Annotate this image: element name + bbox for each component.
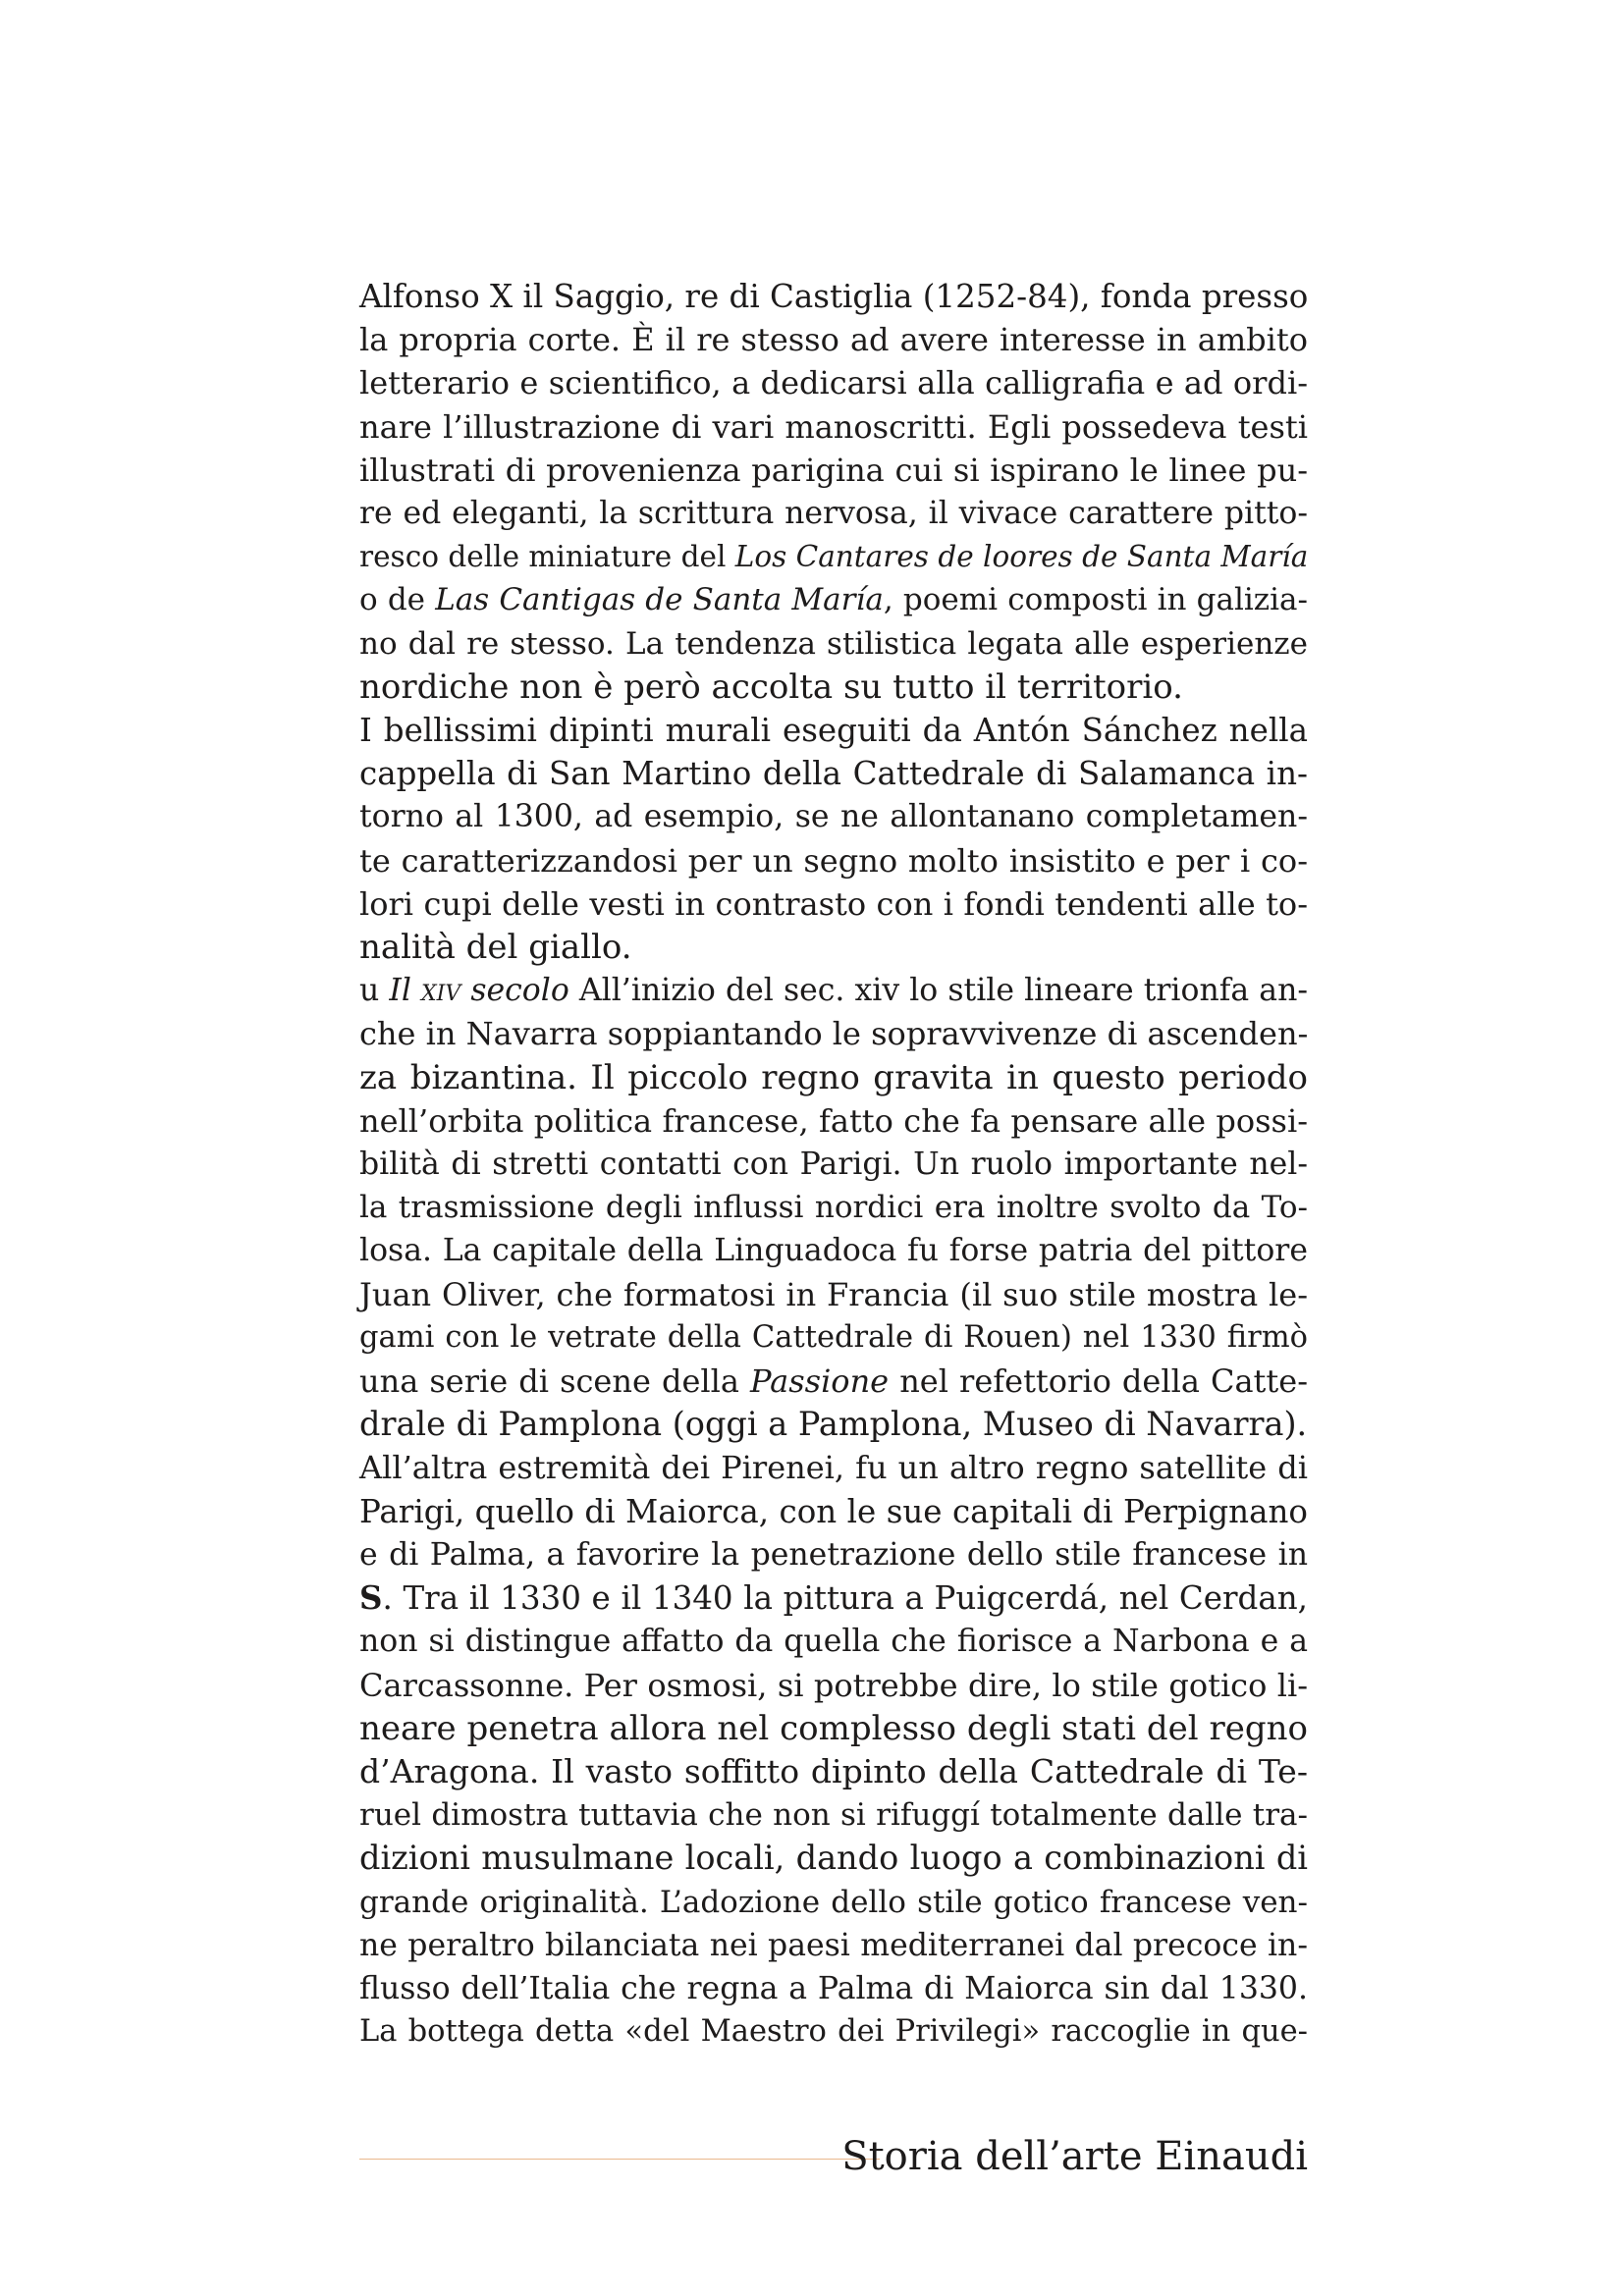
text-run: u [359,973,390,1009]
text-run: drale di Pamplona (oggi a Pamplona, Museo di Navarra). [359,1405,1308,1444]
text-line [359,361,1308,404]
text-run: letterario e scientifico, a dedicarsi alla calligrafia e ad ordi- [359,364,1308,402]
text-run: cappella di San Martino della Cattedrale di Salamanca in- [359,755,1308,793]
text-line [359,1273,1308,1316]
text-run: te caratterizzandosi per un segno molto insistito e per i co- [359,841,1308,880]
text-run: resco delle miniature del [359,540,735,574]
text-line [359,666,1308,709]
text-line [359,1533,1308,1576]
text-run: d’Aragona. Il vasto soffitto dipinto della Cattedrale di Te- [359,1751,1308,1790]
text-run: La bottega detta «del Maestro dei Privilegi» raccoglie in que- [359,2014,1308,2050]
text-run: gami con le vetrate della Cattedrale di Rouen) nel 1330 firmò [359,1319,1308,1355]
text-run: non si distingue affatto da quella che fiorisce a Narbona e a [359,1624,1308,1660]
text-run: grande originalità. L’adozione dello stile gotico francese ven- [359,1884,1308,1920]
text-run: za bizantina. Il piccolo regno gravita in questo periodo [359,1057,1308,1097]
text-run: ne peraltro bilanciata nei paesi mediterranei dal precoce in- [359,1927,1308,1963]
text-line [359,709,1308,752]
text-line [359,1881,1308,1924]
text-run: re ed eleganti, la scrittura nervosa, il vivace carattere pitto- [359,496,1308,532]
bold-abbreviation: S [359,1578,383,1618]
text-line [359,492,1308,535]
text-line [359,1446,1308,1489]
text-line [359,1924,1308,1967]
text-line [359,1620,1308,1663]
text-run: bilità di stretti contatti con Parigi. Un ruolo importante nel- [359,1147,1308,1183]
text-run: e di Palma, a favorire la penetrazione dello stile francese in [359,1536,1308,1573]
text-line [359,969,1308,1012]
text-line [359,839,1308,882]
text-line [359,1403,1308,1446]
text-run: All’altra estremità dei Pirenei, fu un altro regno satellite di [359,1449,1308,1487]
text-run: nel refettorio della Catte- [889,1362,1309,1401]
text-line [359,1229,1308,1272]
text-line [359,882,1308,926]
text-line [359,1099,1308,1143]
text-run: losa. La capitale della Linguadoca fu forse patria del pittore [359,1233,1308,1269]
text-run: ruel dimostra tuttavia che non si rifuggí totalmente dalle tra- [359,1797,1308,1834]
text-line [359,1490,1308,1533]
text-line [359,318,1308,361]
body-text [359,275,1308,2054]
italic-title: Las Cantigas de Santa María [435,582,884,618]
text-run: dizioni musulmane locali, dando luogo a combinazioni di [359,1839,1308,1878]
text-run: flusso dell’Italia che regna a Palma di Maiorca sin dal 1330. [359,1970,1308,2006]
text-line [359,405,1308,449]
text-run: neare penetra allora nel complesso degli stati del regno [359,1708,1308,1748]
text-line [359,1967,1308,2010]
text-line [359,1186,1308,1229]
text-line [359,449,1308,492]
text-run: no dal re stesso. La tendenza stilistica legata alle esperienze [359,625,1308,662]
italic-title: secolo [460,973,569,1009]
italic-title: Passione [750,1362,890,1401]
text-line [359,535,1308,578]
text-run: lori cupi delle vesti in contrasto con i fondi tendenti alle to- [359,884,1308,923]
text-run: All’inizio del sec. xiv lo stile lineare trionfa an- [568,973,1309,1009]
text-run: nell’orbita politica francese, fatto che fa pensare alle possi- [359,1101,1308,1140]
text-line [359,1576,1308,1620]
text-line [359,1056,1308,1099]
text-run: una serie di scene della [359,1362,751,1401]
text-line [359,1316,1308,1360]
text-line [359,578,1308,621]
text-line [359,795,1308,838]
text-run: nordiche non è però accolta su tutto il territorio. [359,667,1183,707]
footer-title: Storia dell’arte Einaudi [841,2134,1308,2179]
italic-title: Los Cantares de loores de Santa María [734,540,1309,574]
small-caps-numeral: xiv [421,973,461,1009]
text-line [359,1360,1308,1403]
text-line [359,752,1308,795]
text-line [359,1012,1308,1055]
text-run: la trasmissione degli influssi nordici era inoltre svolto da To- [359,1190,1308,1226]
text-run: che in Navarra soppiantando le sopravvivenze di ascenden- [359,1015,1309,1053]
text-run: o de [359,582,436,618]
text-line [359,1143,1308,1186]
text-run: I bellissimi dipinti murali eseguiti da Antón Sánchez nella [359,712,1308,750]
text-line [359,1837,1308,1880]
text-run: nalità del giallo. [359,928,632,968]
text-run: Alfonso X il Saggio, re di Castiglia (1252-84), fonda presso [359,278,1309,315]
text-line [359,622,1308,666]
text-run: nare l’illustrazione di vari manoscritti. Egli possedeva testi [359,407,1308,446]
italic-title: Il [389,973,422,1009]
text-line [359,1750,1308,1793]
text-line [359,1707,1308,1750]
text-run: Juan Oliver, che formatosi in Francia (il suo stile mostra le- [359,1275,1308,1313]
text-run: , poemi composti in galizia- [883,582,1308,618]
text-run: Carcassonne. Per osmosi, si potrebbe dire, lo stile gotico li- [359,1666,1308,1704]
text-run: illustrati di provenienza parigina cui si ispirano le linee pu- [359,451,1308,489]
footer-divider [359,2159,880,2160]
text-line [359,2010,1308,2054]
text-run: Parigi, quello di Maiorca, con le sue capitali di Perpignano [359,1492,1308,1530]
text-run: torno al 1300, ad esempio, se ne allontanano completamen- [359,799,1308,835]
text-line [359,1793,1308,1837]
text-line [359,275,1308,318]
text-line [359,926,1308,969]
text-run: la propria corte. È il re stesso ad avere interesse in ambito [359,321,1308,359]
text-run: . Tra il 1330 e il 1340 la pittura a Puigcerdá, nel Cerdan, [382,1579,1308,1618]
text-line [359,1664,1308,1707]
